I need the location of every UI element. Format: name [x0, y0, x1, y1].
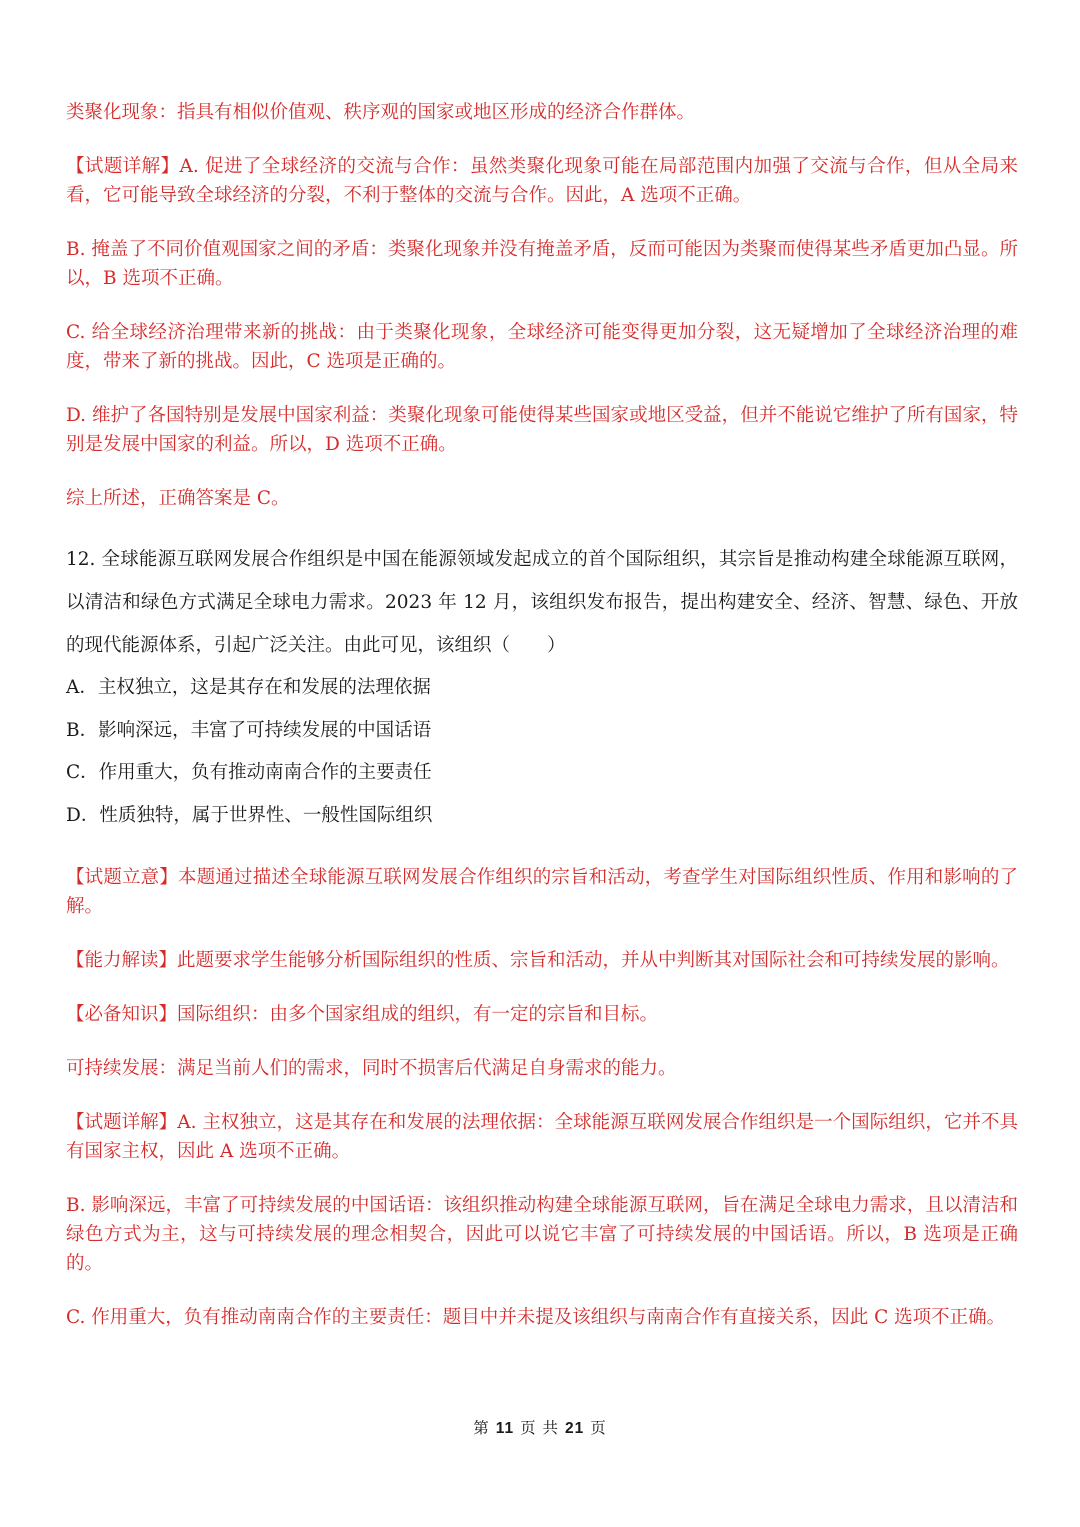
q11-detail-c: C. 给全球经济治理带来新的挑战：由于类聚化现象，全球经济可能变得更加分裂，这无疑增加了全球经济治理的难度，带来了新的挑战。因此，C 选项是正确的。: [66, 322, 1018, 372]
q12-options: [66, 667, 1018, 837]
footer-suffix: 页: [590, 1419, 607, 1437]
q11-detail-a: 【试题详解】A. 促进了全球经济的交流与合作：虽然类聚化现象可能在局部范围内加强了交流与合作，但从全局来看，它可能导致全球经济的分裂，不利于整体的交流与合作。因此，A 选项不正确。: [66, 156, 1018, 206]
q12-stem: 12. 全球能源互联网发展合作组织是中国在能源领域发起成立的首个国际组织，其宗旨是推动构建全球能源互联网，以清洁和绿色方式满足全球电力需求。2023 年 12 月，该组织发布报告，提出构建安全、经济、智慧、绿色、开放的现代能源体系，引起广泛关注。由此可见，该组织（ ）: [66, 549, 1018, 656]
q12-option-c: C．作用重大，负有推动南南合作的主要责任: [66, 762, 432, 783]
q12-ability: 【能力解读】此题要求学生能够分析国际组织的性质、宗旨和活动，并从中判断其对国际社会和可持续发展的影响。: [66, 950, 1010, 971]
page-footer: [0, 1416, 1080, 1438]
q12-intent: 【试题立意】本题通过描述全球能源互联网发展合作组织的宗旨和活动，考查学生对国际组织性质、作用和影响的了解。: [66, 867, 1018, 917]
footer-middle: 页 共: [520, 1419, 560, 1437]
q12-detail-a: 【试题详解】A. 主权独立，这是其存在和发展的法理依据：全球能源互联网发展合作组织是一个国际组织，它并不具有国家主权，因此 A 选项不正确。: [66, 1112, 1018, 1162]
footer-total-pages: 21: [565, 1420, 585, 1437]
q12-option-b: B．影响深远，丰富了可持续发展的中国话语: [66, 719, 432, 741]
q12-sustainable: 可持续发展：满足当前人们的需求，同时不损害后代满足自身需求的能力。: [66, 1058, 677, 1079]
exam-page-content: [66, 98, 1018, 1357]
q12-option-d: D．性质独特，属于世界性、一般性国际组织: [66, 804, 433, 826]
q12-knowledge: 【必备知识】国际组织：由多个国家组成的组织，有一定的宗旨和目标。: [66, 1004, 659, 1025]
q11-detail-b: B. 掩盖了不同价值观国家之间的矛盾：类聚化现象并没有掩盖矛盾，反而可能因为类聚而使得某些矛盾更加凸显。所以，B 选项不正确。: [66, 239, 1018, 289]
q11-definition: 类聚化现象：指具有相似价值观、秩序观的国家或地区形成的经济合作群体。: [66, 102, 696, 123]
q11-summary: 综上所述，正确答案是 C。: [66, 488, 290, 509]
q11-detail-d: D. 维护了各国特别是发展中国家利益：类聚化现象可能使得某些国家或地区受益，但并不能说它维护了所有国家，特别是发展中国家的利益。所以，D 选项不正确。: [66, 405, 1018, 455]
footer-prefix: 第: [473, 1419, 490, 1437]
footer-current-page: 11: [495, 1420, 515, 1437]
q12-detail-b: B. 影响深远，丰富了可持续发展的中国话语：该组织推动构建全球能源互联网，旨在满足全球电力需求，且以清洁和绿色方式为主，这与可持续发展的理念相契合，因此可以说它丰富了可持续发展的中国话语。所以，B 选项是正确的。: [66, 1195, 1018, 1274]
q12-detail-c: C. 作用重大，负有推动南南合作的主要责任：题目中并未提及该组织与南南合作有直接关系，因此 C 选项不正确。: [66, 1307, 1006, 1328]
q12-option-a: A．主权独立，这是其存在和发展的法理依据: [66, 677, 431, 698]
